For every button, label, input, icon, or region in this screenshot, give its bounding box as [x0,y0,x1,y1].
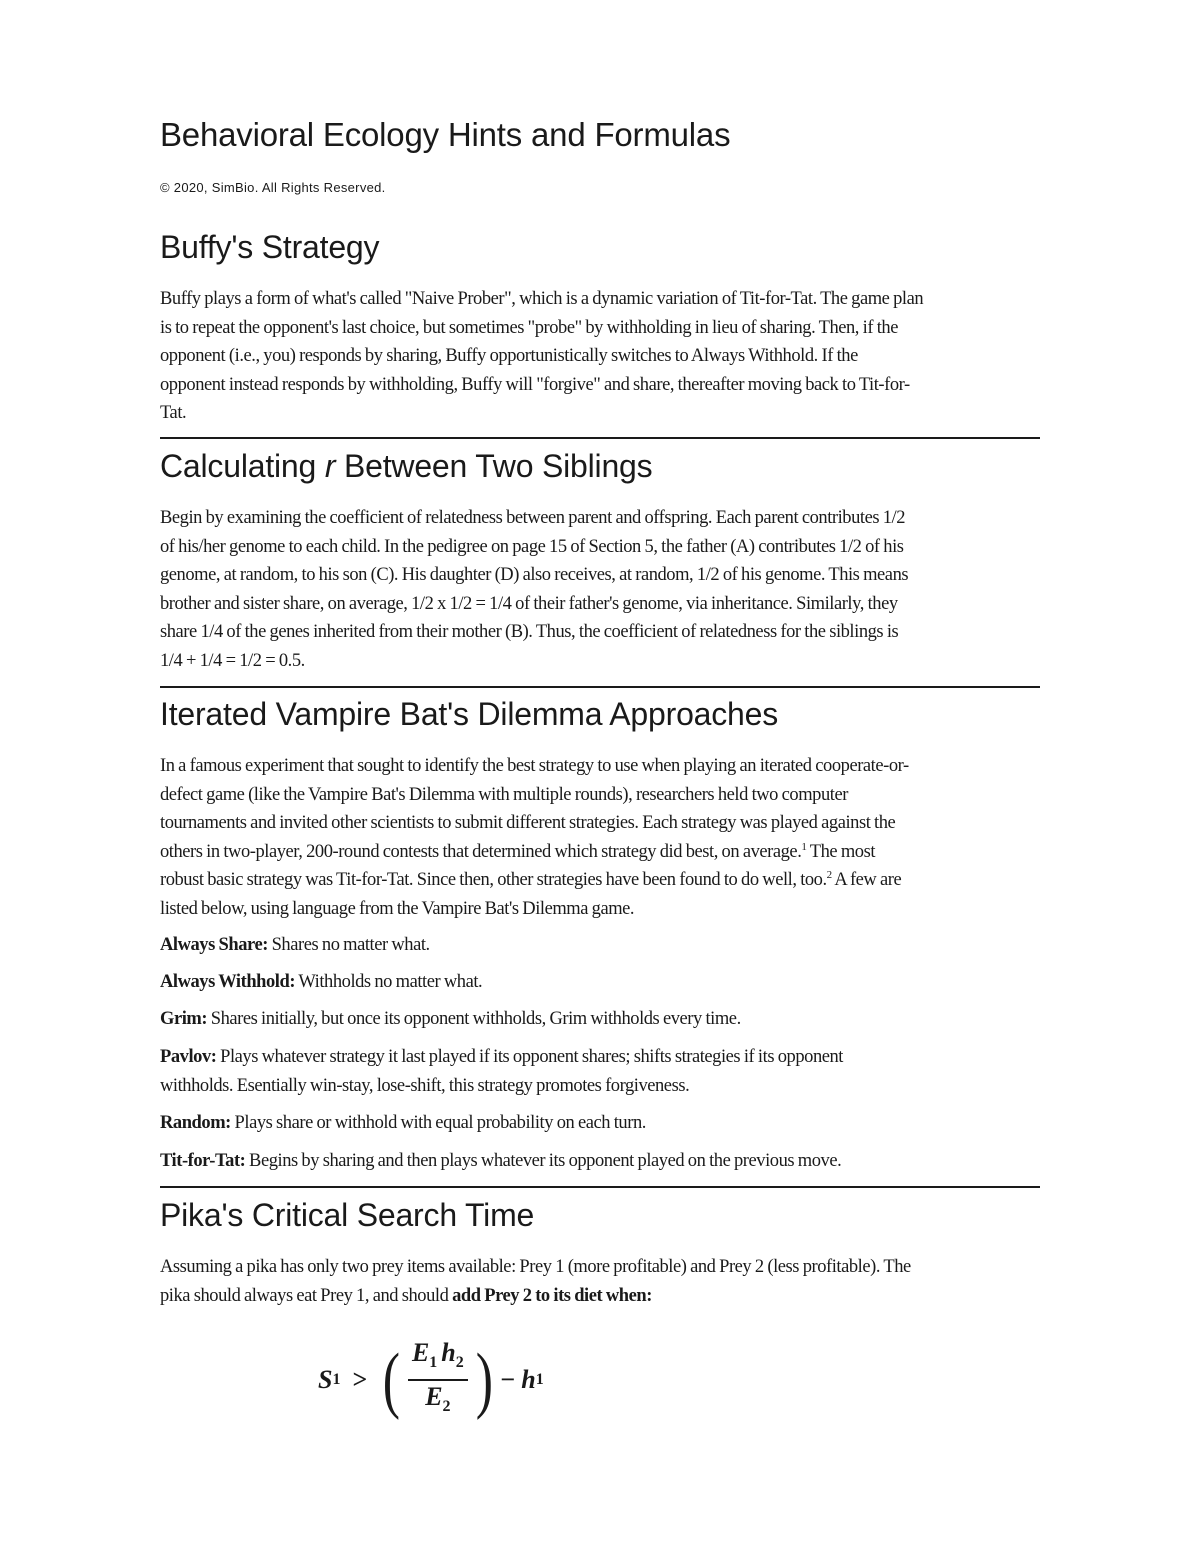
footnote-marker[interactable]: 2 [826,869,832,882]
section-divider [160,686,1040,688]
text-line: brother and sister share, on average, 1/2 x 1/2 = 1/4 of their father's genome, via inheritance. Similarly, they [160,593,898,614]
text-line [160,838,1040,867]
text-segment: A few are [831,870,902,891]
heading-pika-search-time: Pika's Critical Search Time [160,1197,535,1233]
right-paren: ) [475,1339,493,1421]
formula-subscript: 2 [455,1354,464,1371]
text-line: Begin by examining the coefficient of relatedness between parent and offspring. Each parent contributes 1/2 [160,508,906,528]
strategy-description: Shares initially, but once its opponent withholds, Grim withholds every time. [207,1009,741,1029]
fraction-numerator [408,1337,468,1379]
text-line: 1/4 + 1/4 = 1/2 = 0.5. [160,650,305,671]
strategy-name: Tit-for-Tat: [160,1151,246,1171]
heading-text: Between Two Siblings [335,448,653,484]
strategy-name: Random: [160,1113,231,1133]
formula-subscript: 1 [535,1371,544,1388]
text-line: Tat. [160,403,187,424]
relatedness-paragraph [160,504,1040,676]
text-line: listed below, using language from the Vampire Bat's Dilemma game. [160,898,635,919]
heading-text: Calculating [160,448,325,484]
formula-symbol-h: h [521,1365,536,1394]
formula-subscript: 2 [442,1398,451,1415]
critical-search-time-formula [318,1338,544,1422]
strategy-tit-for-tat [160,1147,1040,1176]
strategy-description: Shares no matter what. [267,935,430,955]
strategy-description: Plays share or withhold with equal probability on each turn. [230,1113,646,1133]
emphasis-text: add Prey 2 to its diet when: [452,1285,652,1306]
text-line: withholds. Esentially win-stay, lose-shift, this strategy promotes forgiveness. [160,1075,690,1096]
variable-r: r [324,448,336,484]
text-segment: The most [806,841,876,862]
text-line: genome, at random, to his son (C). His daughter (D) also receives, at random, 1/2 of his genome. This means [160,565,909,586]
text-line: of his/her genome to each child. In the pedigree on page 15 of Section 5, the father (A) contributes 1/2 of his [160,536,904,557]
text-segment: robust basic strategy was Tit-for-Tat. Since then, other strategies have been found to do well, too. [160,870,827,891]
text-segment: others in two-player, 200-round contests that determined which strategy did best, on average. [160,841,802,862]
footnote-marker[interactable]: 1 [801,840,807,853]
formula-subscript: 1 [429,1354,438,1371]
formula-symbol-e: E [411,1338,430,1367]
formula-minus: − [500,1365,516,1394]
strategy-description: Plays whatever strategy it last played if its opponent shares; shifts strategies if its opponent [216,1047,843,1067]
strategy-name: Always Withhold: [160,972,296,992]
strategy-always-withhold [160,968,1040,997]
document-title: Behavioral Ecology Hints and Formulas [160,116,731,153]
strategy-name: Pavlov: [160,1047,217,1067]
text-line: tournaments and invited other scientists to submit different strategies. Each strategy was played against the [160,813,896,834]
strategy-pavlov [160,1043,1040,1100]
formula-symbol-e: E [425,1382,443,1411]
text-line [160,866,1040,895]
strategy-description: Withholds no matter what. [295,972,483,992]
formula-subscript: 1 [332,1371,341,1388]
text-segment: pika should always eat Prey 1, and should [160,1285,453,1306]
strategy-name: Always Share: [160,935,268,955]
section-divider [160,437,1040,439]
formula-fraction [408,1337,468,1423]
strategy-grim [160,1005,1040,1034]
fraction-denominator [421,1381,454,1423]
text-line: is to repeat the opponent's last choice, but sometimes "probe" by withholding in lieu of sharing. Then, if the [160,317,898,338]
strategy-description: Begins by sharing and then plays whatever its opponent played on the previous move. [245,1151,842,1171]
vampire-bat-paragraph [160,752,1040,924]
section-divider [160,1186,1040,1188]
text-line: opponent instead responds by withholding, Buffy will "forgive" and share, thereafter moving back to Tit-for- [160,374,910,395]
strategy-always-share [160,931,1040,960]
buffy-strategy-paragraph [160,285,1040,428]
text-line [160,1043,1040,1072]
left-paren: ( [382,1339,401,1421]
strategy-name: Grim: [160,1009,208,1029]
formula-greater-than: > [352,1365,368,1394]
text-line: Buffy plays a form of what's called "Naive Prober", which is a dynamic variation of Tit-for-Tat. The game plan [160,289,924,309]
heading-calculating-r [160,448,652,485]
pika-paragraph [160,1253,1040,1310]
text-line: In a famous experiment that sought to identify the best strategy to use when playing an iterated cooperate-or- [160,756,909,776]
copyright-notice: © 2020, SimBio. All Rights Reserved. [160,180,386,195]
strategy-random [160,1109,1040,1138]
heading-buffys-strategy: Buffy's Strategy [160,229,380,265]
text-line: share 1/4 of the genes inherited from their mother (B). Thus, the coefficient of relatedness for the siblings is [160,622,899,643]
text-line: opponent (i.e., you) responds by sharing, Buffy opportunistically switches to Always Withhold. If the [160,346,858,367]
text-line: defect game (like the Vampire Bat's Dilemma with multiple rounds), researchers held two computer [160,784,848,805]
text-line: Assuming a pika has only two prey items available: Prey 1 (more profitable) and Prey 2 (less profitable). The [160,1257,911,1277]
formula-symbol-s: S [318,1365,333,1394]
text-line [160,1282,1040,1311]
formula-symbol-h: h [441,1338,456,1367]
heading-vampire-bat-dilemma: Iterated Vampire Bat's Dilemma Approaches [160,696,779,732]
